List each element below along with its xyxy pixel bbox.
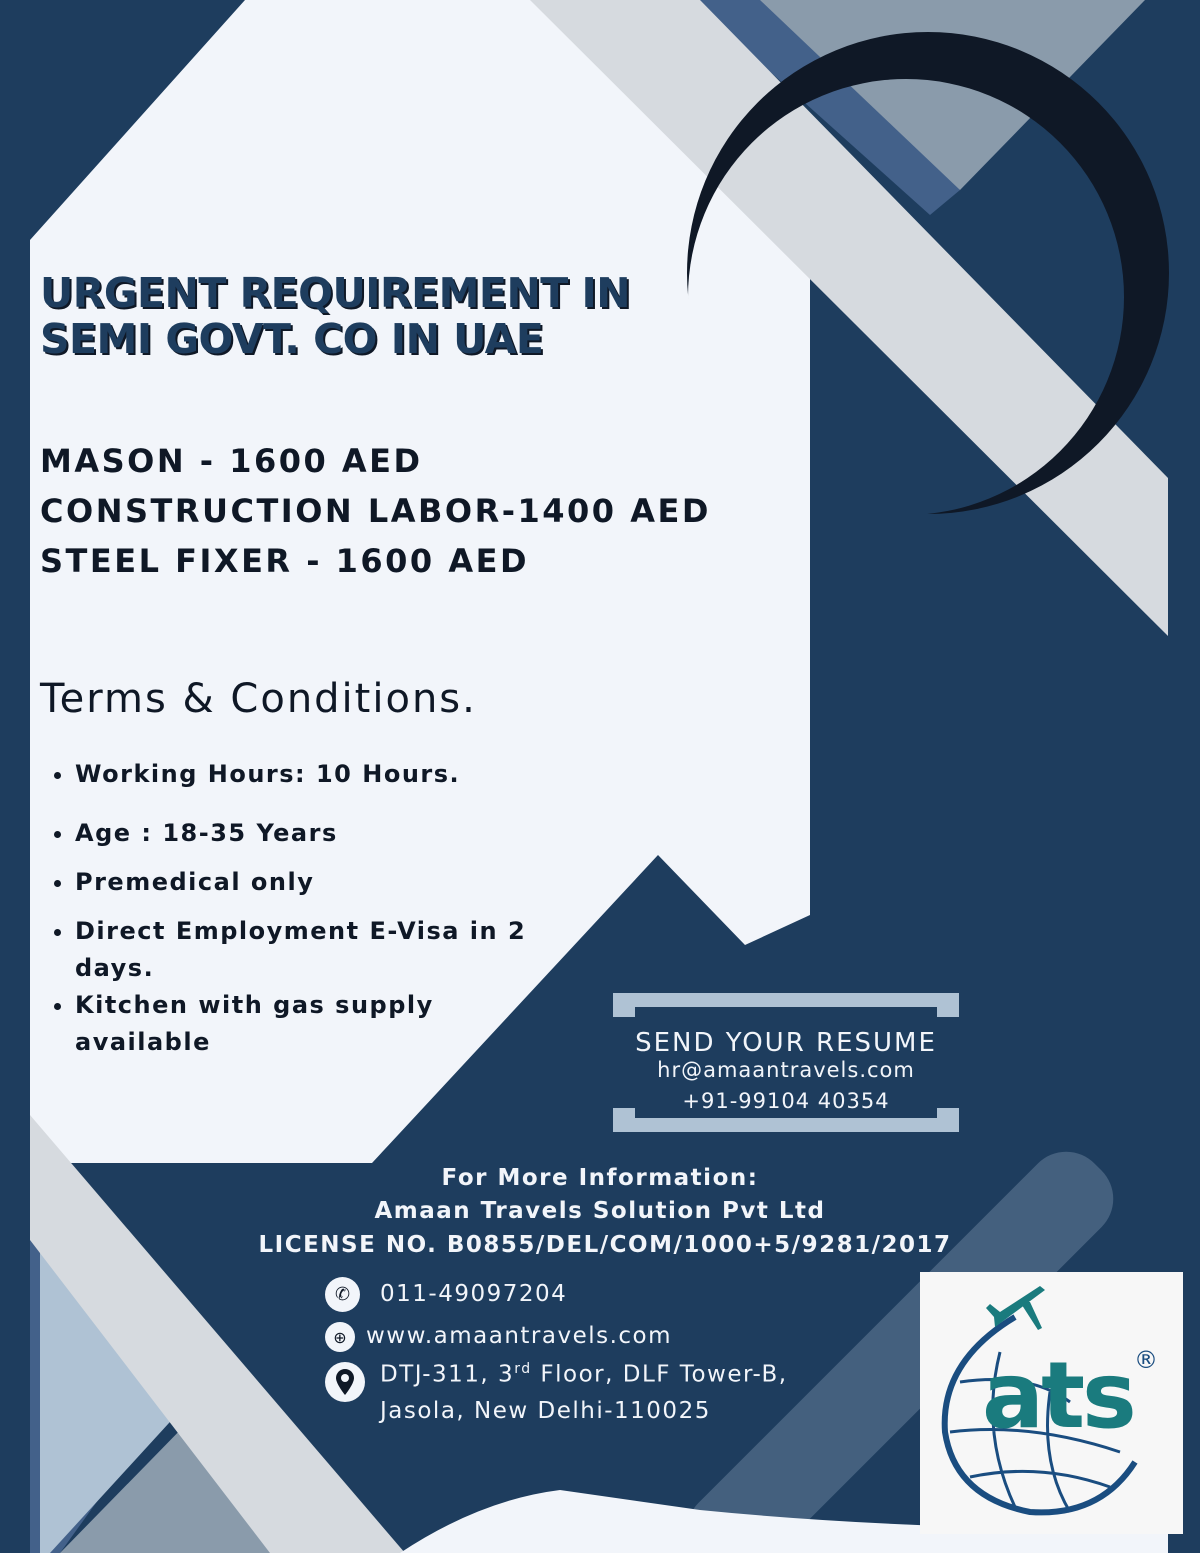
terms-item: • Kitchen with gas supply available [75, 987, 475, 1061]
ats-logo [920, 1272, 1183, 1534]
registered-mark: ® [1134, 1346, 1158, 1374]
company-name: Amaan Travels Solution Pvt Ltd [374, 1198, 826, 1224]
resume-phone[interactable]: +91-99104 40354 [682, 1089, 890, 1113]
headline [40, 270, 630, 362]
globe-icon: ⊕ [325, 1322, 355, 1352]
terms-list [40, 756, 595, 1073]
location-pin-icon [325, 1362, 365, 1402]
position-item: CONSTRUCTION LABOR-1400 AED [40, 492, 711, 530]
resume-email[interactable]: hr@amaantravels.com [657, 1058, 915, 1082]
headline-line2: SEMI GOVT. CO IN UAE [40, 315, 544, 363]
position-item: MASON - 1600 AED [40, 442, 423, 480]
contact-website[interactable]: www.amaantravels.com [366, 1323, 673, 1349]
license-number: LICENSE NO. B0855/DEL/COM/1000+5/9281/2017 [258, 1232, 952, 1258]
contact-phone[interactable]: 011-49097204 [380, 1281, 568, 1307]
contact-address [380, 1361, 788, 1388]
terms-item: • Premedical only [75, 864, 595, 901]
phone-icon: ✆ [325, 1277, 360, 1312]
resume-heading: SEND YOUR RESUME [635, 1028, 937, 1058]
terms-item: • Age : 18-35 Years [75, 815, 595, 852]
terms-heading: Terms & Conditions. [40, 676, 477, 722]
terms-item: • Working Hours: 10 Hours. [75, 756, 595, 793]
address-text: DTJ-311, 3 [380, 1361, 515, 1388]
logo-text: ats [982, 1342, 1134, 1449]
contact-address-line2: Jasola, New Delhi-110025 [380, 1398, 711, 1424]
info-heading: For More Information: [441, 1165, 759, 1191]
headline-line1: URGENT REQUIREMENT IN [40, 269, 631, 317]
address-sup: rd [514, 1361, 532, 1377]
positions-list [40, 436, 711, 586]
terms-item: • Direct Employment E-Visa in 2 days. [75, 913, 595, 987]
position-item: STEEL FIXER - 1600 AED [40, 542, 530, 580]
address-text: Floor, DLF Tower-B, [531, 1361, 788, 1388]
